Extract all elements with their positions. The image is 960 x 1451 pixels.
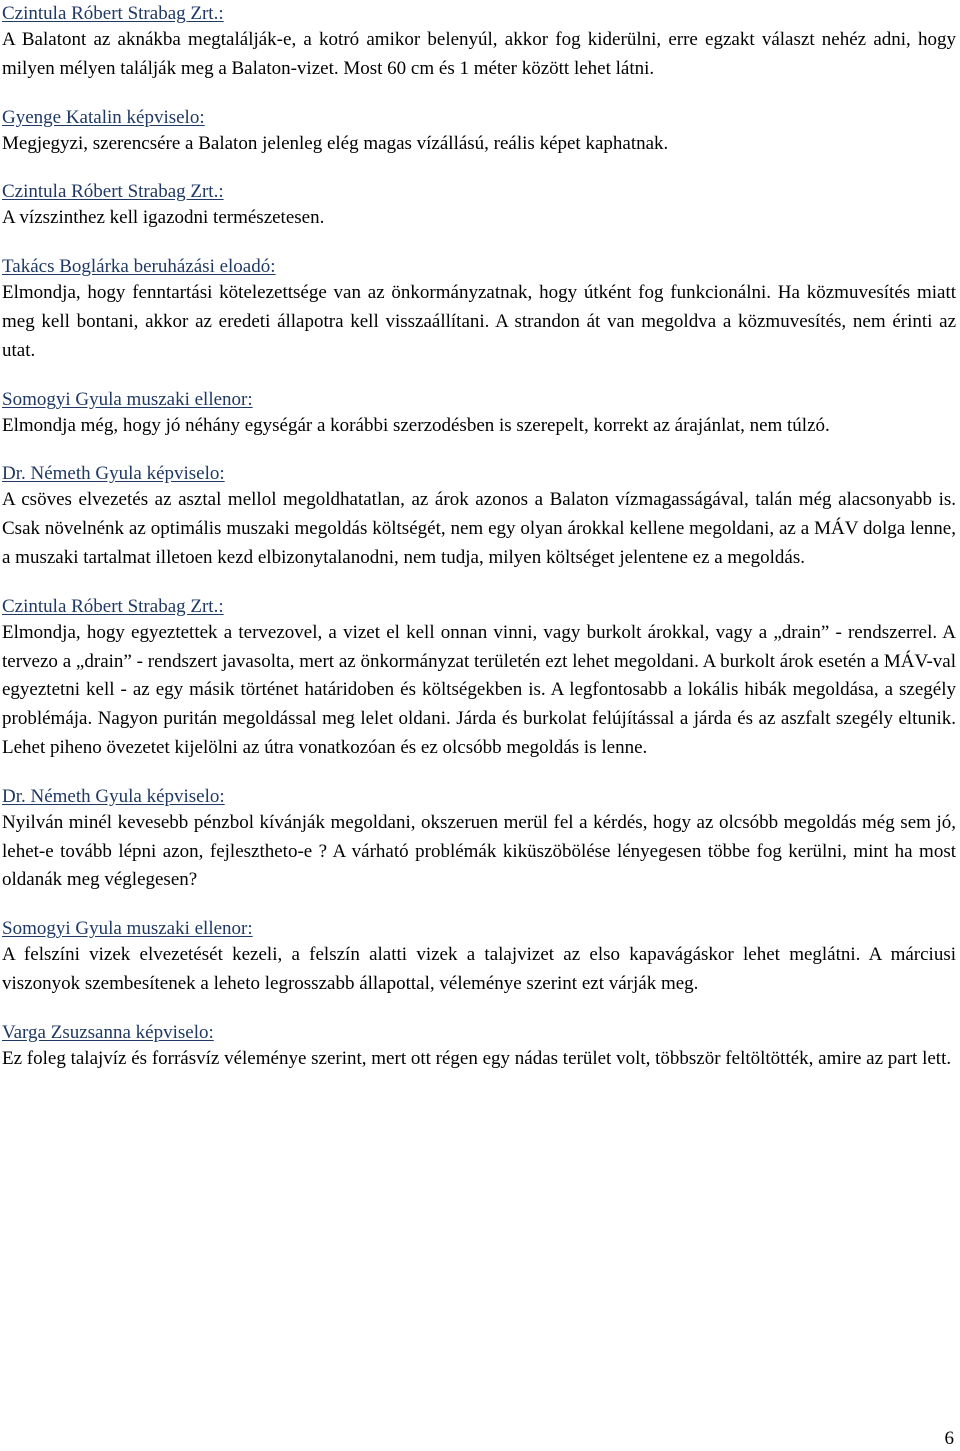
statement-block <box>2 915 956 999</box>
statement-text: Elmondja, hogy fenntartási kötelezettsége van az önkormányzatnak, hogy útként fog funkcionálni. Ha közmuvesítés miatt meg kell bontani, akkor az eredeti állapotra kell visszaállítani. A strandon át van megoldva a közmuvesítés, nem érinti az utat. <box>2 282 956 361</box>
statement-text: Elmondja, hogy egyeztettek a tervezovel, a vizet el kell onnan vinni, vagy burkolt árokkal, vagy a „drain” - rendszerrel. A tervezo a „drain” - rendszert javasolta, mert az önkormányzat területén ezt lehet megoldani. A burkolt árok esetén a MÁV-val egyeztetni kell - az egy másik történet határidoben és költségekben is. A legfontosabb a lokális hibák megoldása, a szegély problémája. Nagyon puritán megoldással meg lelet oldani. Járda és burkolat felújítással a járda és az aszfalt szegély eltunik. Lehet piheno övezetet kijelölni az útra vonatkozóan és ez olcsóbb megoldás is lenne. <box>2 621 956 758</box>
statement-text: A csöves elvezetés az asztal mellol megoldhatatlan, az árok azonos a Balaton vízmagasságával, talán még alacsonyabb is. Csak növelnénk az optimális muszaki megoldás költségét, nem egy olyan árokkal kellene megoldani, az a MÁV dolga lenne, a muszaki tartalmat illetoen kezd elbizonytalanodni, nem tudja, milyen költséget jelentene ez a megoldás. <box>2 489 956 568</box>
speaker-heading: Somogyi Gyula muszaki ellenor: <box>2 918 253 940</box>
statement-text: A vízszinthez kell igazodni természetesen. <box>2 207 325 229</box>
statement-block <box>2 0 956 84</box>
speaker-heading: Gyenge Katalin képviselo: <box>2 106 205 128</box>
speaker-heading: Dr. Németh Gyula képviselo: <box>2 463 225 485</box>
page-number: 6 <box>944 1428 954 1449</box>
document-page <box>2 0 956 1094</box>
statement-block <box>2 386 956 441</box>
statement-text: A Balatont az aknákba megtalálják-e, a kotró amikor belenyúl, akkor fog kiderülni, erre egzakt választ nehéz adni, hogy milyen mélyen találják meg a Balaton-vizet. Most 60 cm és 1 méter között lehet látni. <box>2 29 956 79</box>
speaker-heading: Dr. Németh Gyula képviselo: <box>2 785 225 807</box>
statement-block <box>2 460 956 572</box>
statement-text: Megjegyzi, szerencsére a Balaton jelenleg elég magas vízállású, reális képet kaphatnak. <box>2 132 669 154</box>
speaker-heading: Varga Zsuzsanna képviselo: <box>2 1021 214 1043</box>
speaker-heading: Takács Boglárka beruházási eloadó: <box>2 256 276 278</box>
statement-text: Ez foleg talajvíz és forrásvíz véleménye szerint, mert ott régen egy nádas terület volt, többször feltöltötték, amire az part lett. <box>2 1047 952 1069</box>
statement-text: A felszíni vizek elvezetését kezeli, a felszín alatti vizek a talajvizet az elso kapavágáskor lehet meglátni. A márciusi viszonyok szembesítenek a leheto legrosszabb állapottal, véleménye szerint ezt várják meg. <box>2 944 956 994</box>
statement-text: Elmondja még, hogy jó néhány egységár a korábbi szerzodésben is szerepelt, korrekt az árajánlat, nem túlzó. <box>2 414 830 436</box>
statement-block <box>2 178 956 233</box>
statement-block <box>2 104 956 159</box>
speaker-heading: Somogyi Gyula muszaki ellenor: <box>2 388 253 410</box>
statement-text: Nyilván minél kevesebb pénzbol kívánják megoldani, okszeruen merül fel a kérdés, hogy az olcsóbb megoldás még sem jó, lehet-e tovább lépni azon, fejlesztheto-e ? A várható problémák kiküszöbölése lényegesen többe fog kerülni, mint ha most oldanák meg véglegesen? <box>2 811 956 891</box>
statement-block <box>2 1019 956 1074</box>
speaker-heading: Czintula Róbert Strabag Zrt.: <box>2 3 224 24</box>
speaker-heading: Czintula Róbert Strabag Zrt.: <box>2 595 224 617</box>
statement-block <box>2 593 956 763</box>
statement-block <box>2 253 956 365</box>
speaker-heading: Czintula Róbert Strabag Zrt.: <box>2 181 224 203</box>
statement-block <box>2 783 956 895</box>
